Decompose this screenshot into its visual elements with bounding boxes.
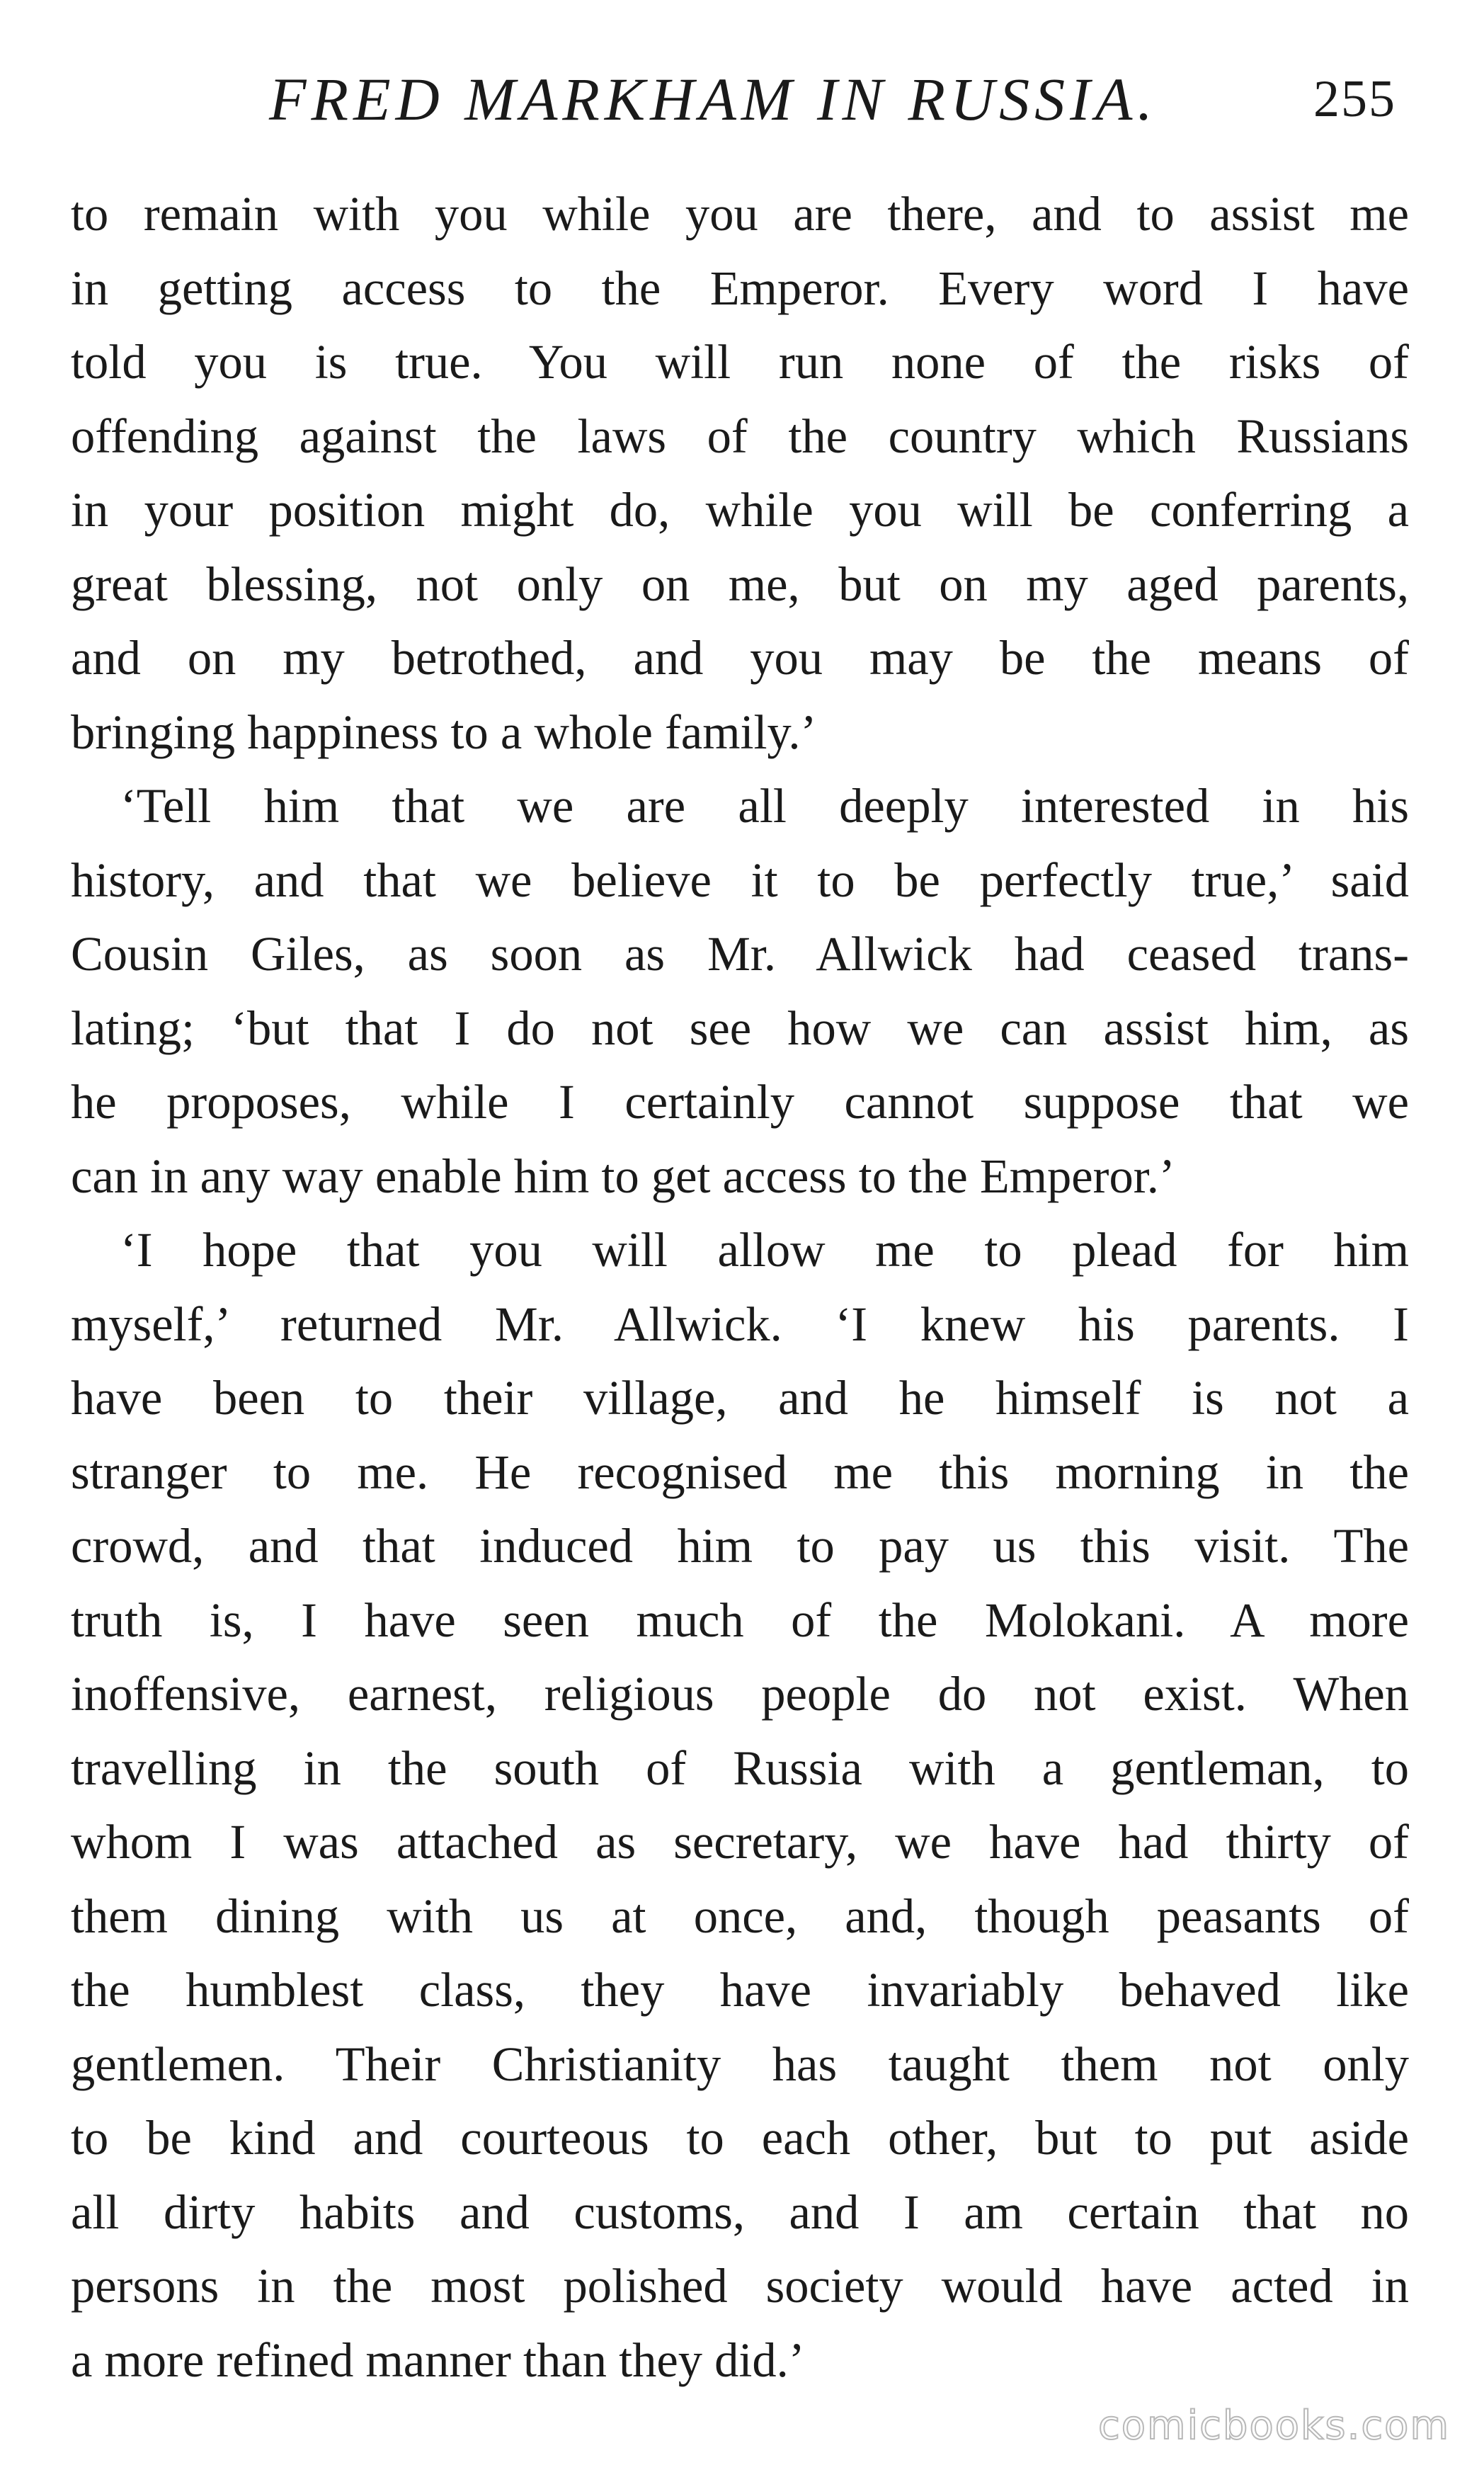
text-line: myself,’ returned Mr. Allwick. ‘I knew his parents. I [71,1297,1409,1351]
text-line: inoffensive, earnest, religious people do not exist. When [71,1667,1409,1721]
text-line: bringing happiness to a whole family.’ [71,705,817,759]
text-line: them dining with us at once, and, though peasants of [71,1889,1409,1943]
text-line: all dirty habits and customs, and I am certain that no [71,2185,1409,2239]
page-header [0,64,1484,142]
text-line: can in any way enable him to get access to the Emperor.’ [71,1149,1175,1203]
text-line: whom I was attached as secretary, we have had thirty of [71,1815,1409,1869]
text-line: persons in the most polished society would have acted in [71,2259,1409,2313]
text-line: a more refined manner than they did.’ [71,2333,805,2387]
watermark: comicbooks.com [1097,2403,1450,2449]
text-line: the humblest class, they have invariably behaved like [71,1963,1409,2017]
text-line: in getting access to the Emperor. Every word I have [71,261,1409,315]
text-line: ‘I hope that you will allow me to plead for him [120,1223,1409,1277]
text-line: Cousin Giles, as soon as Mr. Allwick had ceased trans- [71,927,1409,981]
body-text [71,177,1409,2397]
text-line: travelling in the south of Russia with a gentleman, to [71,1741,1409,1795]
text-line: in your position might do, while you will be conferring a [71,483,1409,537]
text-line: have been to their village, and he himself is not a [71,1371,1409,1425]
text-line: to be kind and courteous to each other, but to put aside [71,2111,1409,2165]
text-line: truth is, I have seen much of the Molokani. A more [71,1593,1409,1647]
text-line: history, and that we believe it to be perfectly true,’ said [71,853,1409,907]
paragraph-1 [71,177,1409,769]
text-line: stranger to me. He recognised me this morning in the [71,1445,1409,1499]
page-number: 255 [1313,70,1396,128]
paragraph-2 [71,769,1409,1213]
text-line: great blessing, not only on me, but on my aged parents, [71,557,1409,611]
text-line: he proposes, while I certainly cannot suppose that we [71,1075,1409,1129]
text-line: ‘Tell him that we are all deeply interested in his [120,779,1409,833]
paragraph-3 [71,1213,1409,2397]
text-line: offending against the laws of the country which Russians [71,409,1409,463]
text-line: crowd, and that induced him to pay us this visit. The [71,1519,1409,1573]
text-line: gentlemen. Their Christianity has taught them not only [71,2037,1409,2091]
text-line: told you is true. You will run none of the risks of [71,335,1409,389]
text-line: to remain with you while you are there, and to assist me [71,187,1409,241]
text-line: and on my betrothed, and you may be the means of [71,631,1409,685]
running-title: FRED MARKHAM IN RUSSIA. [269,65,1158,133]
text-line: lating; ‘but that I do not see how we can assist him, as [71,1001,1409,1055]
